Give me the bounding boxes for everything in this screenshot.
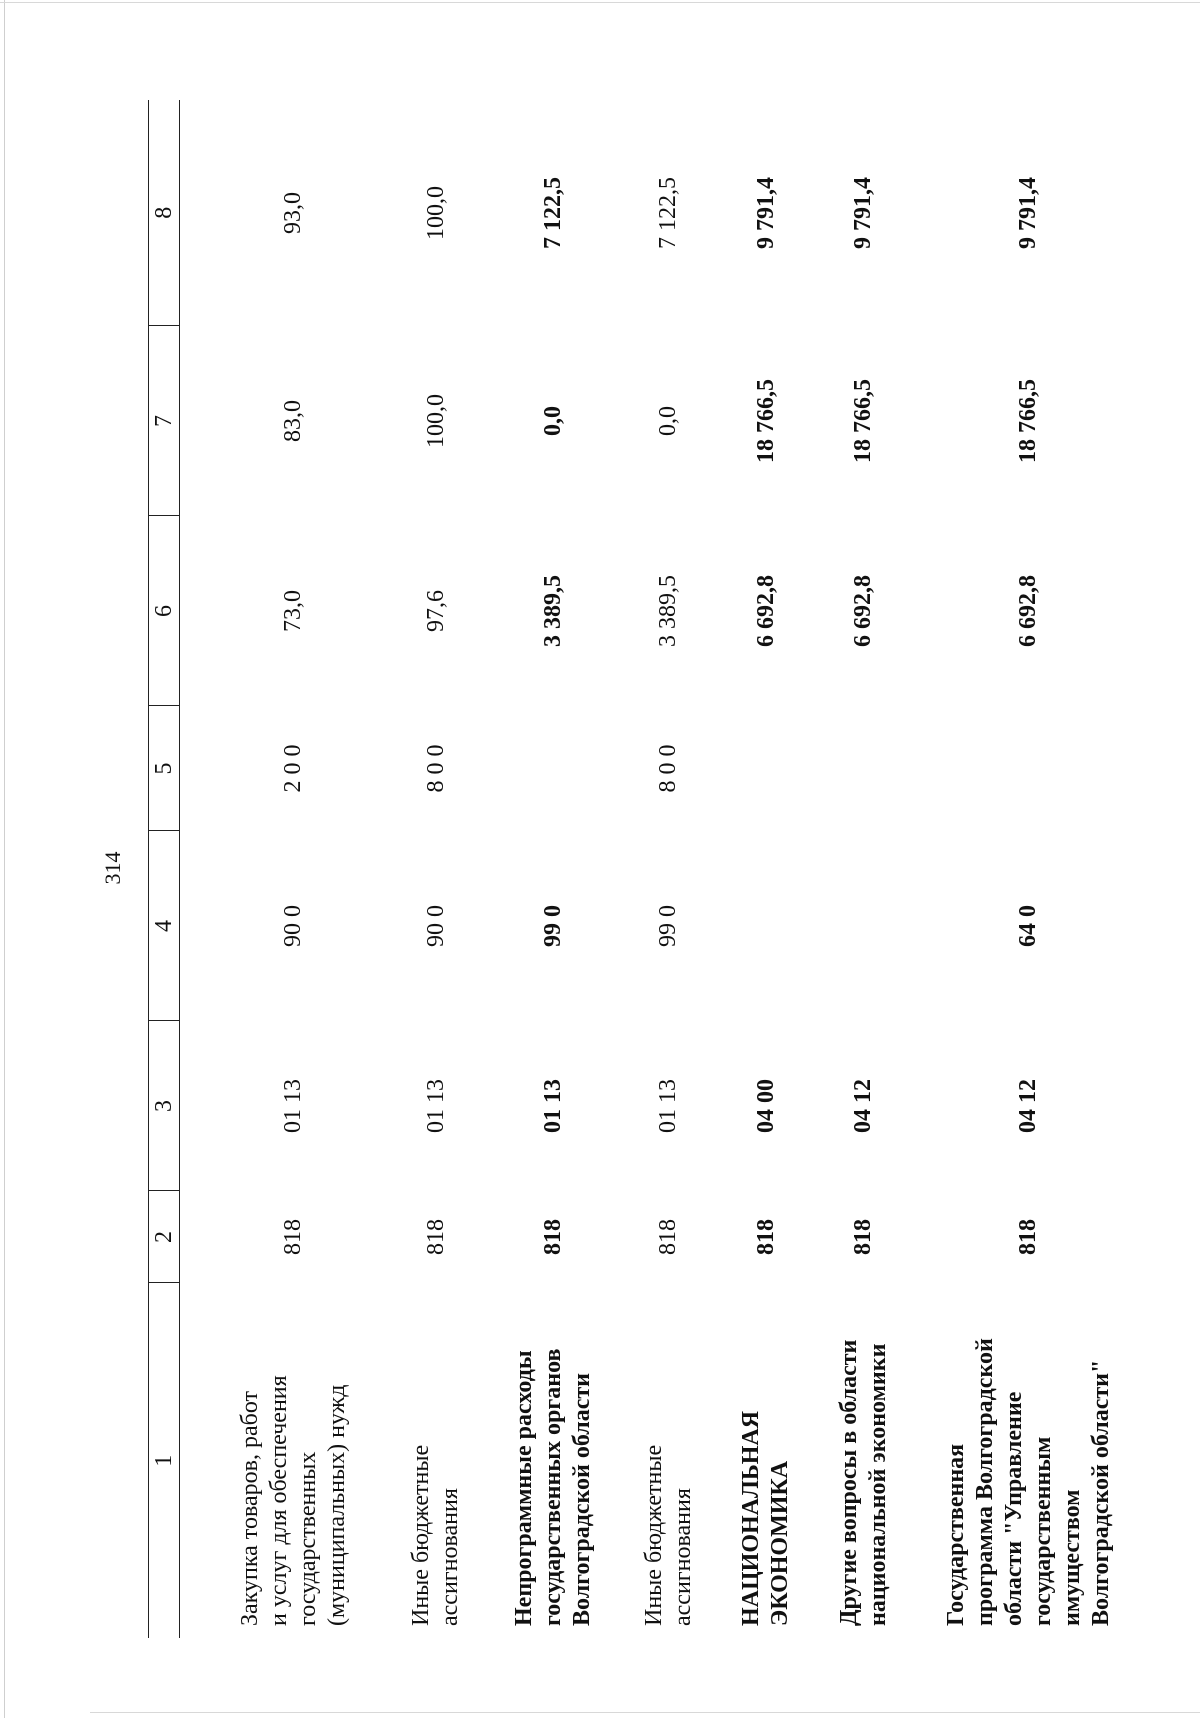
cell-target bbox=[811, 831, 916, 1021]
cell-value-col8: 7 122,5 bbox=[540, 177, 566, 249]
page-number: 314 bbox=[100, 851, 125, 885]
row-name: Закупка товаров, работ и услуг для обеспечения государственных (муниципальных) нужд bbox=[236, 1375, 350, 1626]
cell-section: 01 13 bbox=[655, 1079, 681, 1133]
table-row bbox=[916, 100, 1141, 1638]
cell-expense-type bbox=[811, 706, 916, 831]
cell-value-col8: 9 791,4 bbox=[1015, 177, 1041, 249]
cell-value-col8: 7 122,5 bbox=[655, 177, 681, 249]
cell-code: 818 bbox=[540, 1219, 566, 1255]
table-row bbox=[811, 100, 916, 1638]
cell-code: 818 bbox=[850, 1219, 876, 1255]
cell-value-col7: 0,0 bbox=[655, 406, 681, 436]
row-name: Непрограммные расходы государственных органов Волгоградской области bbox=[511, 1348, 595, 1626]
cell-value-col7: 0,0 bbox=[540, 406, 566, 436]
scan-edge-left bbox=[4, 0, 5, 1718]
table-row bbox=[206, 100, 381, 1638]
row-name: Другие вопросы в области национальной экономики bbox=[835, 1339, 891, 1626]
cell-value-col6: 6 692,8 bbox=[850, 575, 876, 647]
cell-expense-type: 8 0 0 bbox=[422, 744, 449, 793]
column-header-2: 2 bbox=[149, 1191, 180, 1283]
row-name: Государственная программа Волгоградской области "Управление государственным имуществом Волгоградской области" bbox=[942, 1338, 1114, 1626]
row-name: Иные бюджетные ассигнования bbox=[408, 1444, 463, 1626]
cell-value-col8: 9 791,4 bbox=[752, 177, 779, 249]
cell-target: 99 0 bbox=[655, 905, 681, 947]
cell-target: 64 0 bbox=[1015, 905, 1041, 947]
cell-section: 04 12 bbox=[1015, 1079, 1041, 1133]
table-row bbox=[721, 100, 811, 1638]
cell-value-col8: 100,0 bbox=[422, 186, 449, 240]
document-page bbox=[100, 100, 1175, 1638]
row-name: Иные бюджетные ассигнования bbox=[640, 1444, 696, 1626]
cell-value-col6: 97,6 bbox=[422, 590, 449, 632]
cell-value-col7: 18 766,5 bbox=[752, 379, 779, 463]
cell-target: 90 0 bbox=[422, 905, 449, 947]
cell-expense-type bbox=[916, 706, 1141, 831]
cell-section: 04 00 bbox=[752, 1079, 779, 1133]
cell-section: 04 12 bbox=[850, 1079, 876, 1133]
table-row bbox=[491, 100, 616, 1638]
cell-value-col6: 6 692,8 bbox=[752, 575, 779, 647]
cell-value-col7: 18 766,5 bbox=[850, 379, 876, 463]
column-header-5: 5 bbox=[149, 706, 180, 831]
table-row bbox=[381, 100, 491, 1638]
column-header-3: 3 bbox=[149, 1021, 180, 1191]
cell-section: 01 13 bbox=[280, 1079, 306, 1133]
cell-code: 818 bbox=[1015, 1219, 1041, 1255]
cell-target: 90 0 bbox=[280, 905, 306, 947]
table-body bbox=[180, 100, 1142, 1638]
column-header-1: 1 bbox=[149, 1283, 180, 1638]
cell-code: 818 bbox=[280, 1219, 306, 1255]
budget-table bbox=[148, 100, 1141, 1638]
scan-edge-bottom bbox=[90, 1712, 1200, 1713]
cell-value-col6: 73,0 bbox=[280, 590, 306, 632]
cell-section: 01 13 bbox=[540, 1079, 566, 1133]
row-spacer bbox=[180, 100, 207, 1638]
cell-code: 818 bbox=[752, 1219, 779, 1255]
cell-value-col6: 3 389,5 bbox=[540, 575, 566, 647]
cell-expense-type: 2 0 0 bbox=[280, 744, 306, 793]
cell-value-col7: 100,0 bbox=[422, 394, 449, 448]
table-header-row bbox=[149, 100, 180, 1638]
cell-value-col8: 9 791,4 bbox=[850, 177, 876, 249]
cell-section: 01 13 bbox=[422, 1079, 449, 1133]
cell-expense-type bbox=[721, 706, 811, 831]
scan-edge-top bbox=[0, 2, 1200, 3]
cell-code: 818 bbox=[422, 1219, 449, 1255]
cell-expense-type bbox=[491, 706, 616, 831]
column-header-8: 8 bbox=[149, 100, 180, 326]
cell-value-col8: 93,0 bbox=[280, 192, 306, 234]
cell-expense-type: 8 0 0 bbox=[655, 744, 681, 793]
cell-target: 99 0 bbox=[540, 905, 566, 947]
cell-value-col7: 18 766,5 bbox=[1015, 379, 1041, 463]
row-name: НАЦИОНАЛЬНАЯ ЭКОНОМИКА bbox=[738, 1410, 793, 1626]
column-header-7: 7 bbox=[149, 326, 180, 516]
cell-value-col7: 83,0 bbox=[280, 400, 306, 442]
cell-target bbox=[721, 831, 811, 1021]
cell-value-col6: 6 692,8 bbox=[1015, 575, 1041, 647]
cell-value-col6: 3 389,5 bbox=[655, 575, 681, 647]
cell-code: 818 bbox=[655, 1219, 681, 1255]
column-header-6: 6 bbox=[149, 516, 180, 706]
column-header-4: 4 bbox=[149, 831, 180, 1021]
table-row bbox=[616, 100, 721, 1638]
